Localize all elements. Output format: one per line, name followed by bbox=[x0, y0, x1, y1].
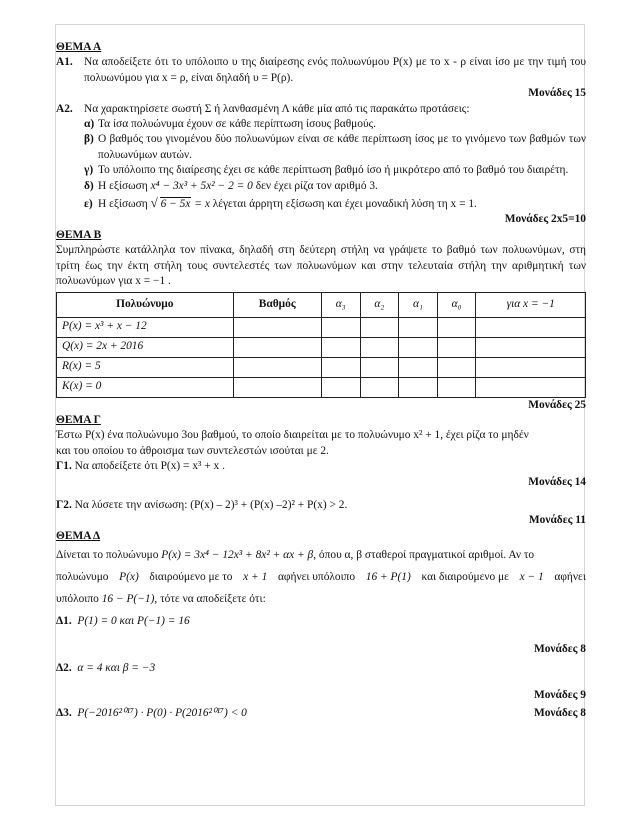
thema-b-marks: Μονάδες 25 bbox=[528, 398, 586, 411]
blank-cell[interactable] bbox=[360, 337, 399, 357]
question-a2 bbox=[56, 102, 586, 117]
square-root bbox=[151, 197, 192, 212]
blank-cell[interactable] bbox=[360, 377, 399, 397]
statement-c-text: Το υπόλοιπο της διαίρεσης έχει σε κάθε περίπτωση βαθμό ίσο ή μικρότερο από το βαθμό του διαιρέτη. bbox=[98, 164, 569, 177]
blank-cell[interactable] bbox=[399, 317, 438, 337]
question-g1-number: Γ1. bbox=[56, 460, 72, 473]
polynomial-p: P(x) = x³ + x − 12 bbox=[57, 317, 234, 337]
radical-sign-icon: √ bbox=[150, 195, 158, 211]
intro-text: αφήνει υπόλοιπο bbox=[277, 571, 356, 584]
intro-text: , όπου α, β σταθεροί πραγματικοί αριθμοί. Αν το bbox=[313, 549, 535, 562]
blank-cell[interactable] bbox=[360, 357, 399, 377]
blank-cell[interactable] bbox=[321, 357, 360, 377]
statement-e-prefix: Η εξίσωση bbox=[98, 198, 148, 211]
question-a1-marks: Μονάδες 15 bbox=[528, 87, 586, 100]
header-a2: α₂ bbox=[360, 292, 399, 317]
blank-cell[interactable] bbox=[437, 337, 476, 357]
table-row bbox=[57, 337, 586, 357]
header-a3: α₃ bbox=[321, 292, 360, 317]
question-a2-text: Να χαρακτηρίσετε σωστή Σ ή λανθασμένη Λ κάθε μία από τις παρακάτω προτάσεις: bbox=[84, 102, 470, 115]
question-a2-number: Α2. bbox=[56, 102, 73, 115]
remainder-2: 16 − P(−1) bbox=[101, 593, 155, 606]
intro-text: Δίνεται το πολυώνυμο bbox=[56, 549, 159, 562]
intro-text: πολυώνυμο bbox=[56, 571, 109, 584]
exam-document bbox=[56, 40, 586, 723]
question-a2-marks: Μονάδες 2x5=10 bbox=[504, 213, 586, 226]
question-g2-marks: Μονάδες 11 bbox=[528, 514, 586, 527]
statement-e-equation-rest: = x bbox=[194, 198, 210, 211]
header-a1: α₁ bbox=[399, 292, 438, 317]
blank-cell[interactable] bbox=[321, 317, 360, 337]
statement-e bbox=[56, 197, 586, 212]
blank-cell[interactable] bbox=[476, 317, 586, 337]
thema-b-text: Συμπληρώστε κατάλληλα τον πίνακα, δηλαδή στη δεύτερη στήλη να γράψετε το βαθμό των πολυωνύμων, στη τρίτη έως την έκτη στήλη τους συντελεστές των πολυωνύμων και στην τελευταία στήλη την αριθμητική των πολυωνύμων για x = −1 . bbox=[56, 244, 586, 288]
statement-d-label: δ) bbox=[84, 179, 94, 192]
question-d2-number: Δ2. bbox=[56, 661, 72, 674]
thema-g-intro-line-2: και του οποίου το άθροισμα των συντελεστών ισούται με 2. bbox=[56, 444, 329, 457]
thema-g-intro-line-1: Έστω P(x) ένα πολυώνυμο 3ου βαθμού, το οποίο διαιρείται με το πολυώνυμο x² + 1, έχει ρίζα το μηδέν bbox=[56, 429, 529, 442]
blank-cell[interactable] bbox=[399, 337, 438, 357]
statement-a-label: α) bbox=[84, 118, 95, 131]
statement-a bbox=[56, 117, 586, 132]
table-header-row bbox=[57, 292, 586, 317]
blank-cell[interactable] bbox=[233, 377, 321, 397]
polynomial-table bbox=[56, 292, 586, 398]
question-a1 bbox=[56, 55, 586, 86]
statement-c bbox=[56, 163, 586, 178]
table-row bbox=[57, 357, 586, 377]
intro-text: και διαιρούμενο με bbox=[421, 571, 509, 584]
thema-d-intro-line-1 bbox=[56, 544, 586, 566]
question-g1-marks: Μονάδες 14 bbox=[528, 475, 586, 488]
polynomial-definition: P(x) = 3x⁴ − 12x³ + 8x² + αx + β bbox=[161, 549, 314, 562]
blank-cell[interactable] bbox=[476, 377, 586, 397]
polynomial-q: Q(x) = 2x + 2016 bbox=[57, 337, 234, 357]
thema-d-intro-line-2 bbox=[56, 566, 586, 588]
question-d2-marks: Μονάδες 9 bbox=[533, 688, 586, 701]
blank-cell[interactable] bbox=[233, 317, 321, 337]
divisor-plus: x + 1 bbox=[243, 571, 268, 584]
blank-cell[interactable] bbox=[321, 377, 360, 397]
question-d1-number: Δ1. bbox=[56, 615, 72, 628]
blank-cell[interactable] bbox=[399, 357, 438, 377]
statement-c-label: γ) bbox=[84, 164, 94, 177]
statement-d-suffix: δεν έχει ρίζα τον αριθμό 3. bbox=[255, 179, 378, 192]
statement-b-text: Ο βαθμός του γινομένου δύο πολυωνύμων είναι σε κάθε περίπτωση ίσος με το γινόμενο των βαθμών των πολυωνύμων αυτών. bbox=[98, 133, 586, 161]
question-a1-number: Α1. bbox=[56, 56, 73, 69]
thema-d-intro-line-3 bbox=[56, 588, 586, 610]
question-d3-number: Δ3. bbox=[56, 706, 72, 719]
divisor-minus: x − 1 bbox=[519, 571, 544, 584]
header-a0: α₀ bbox=[437, 292, 476, 317]
question-d1-marks: Μονάδες 8 bbox=[533, 643, 586, 656]
question-d3-text: P(−2016²⁰¹⁷) · P(0) · P(2016²⁰¹⁷) < 0 bbox=[77, 706, 247, 719]
statement-a-text: Τα ίσα πολυώνυμα έχουν σε κάθε περίπτωση ίσους βαθμούς. bbox=[98, 118, 376, 131]
question-g2-text: Να λύσετε την ανίσωση: (P(x) – 2)³ + (P(x) –2)² + P(x) > 2. bbox=[74, 498, 348, 511]
statement-b bbox=[56, 132, 586, 163]
thema-b-heading: ΘΕΜΑ Β bbox=[56, 228, 102, 241]
blank-cell[interactable] bbox=[437, 357, 476, 377]
intro-text: υπόλοιπο bbox=[56, 593, 99, 606]
blank-cell[interactable] bbox=[360, 317, 399, 337]
polynomial-r: R(x) = 5 bbox=[57, 357, 234, 377]
statement-d-prefix: Η εξίσωση bbox=[98, 179, 148, 192]
header-value-at-minus-one: για x = −1 bbox=[476, 292, 586, 317]
header-degree: Βαθμός bbox=[233, 292, 321, 317]
blank-cell[interactable] bbox=[476, 337, 586, 357]
remainder-1: 16 + P(1) bbox=[365, 571, 411, 584]
question-d3-marks: Μονάδες 8 bbox=[533, 706, 586, 719]
thema-a-heading: ΘΕΜΑ Α bbox=[56, 41, 102, 53]
blank-cell[interactable] bbox=[437, 377, 476, 397]
thema-d-heading: ΘΕΜΑ Δ bbox=[56, 529, 101, 542]
intro-text: αφήνει bbox=[554, 571, 586, 584]
blank-cell[interactable] bbox=[233, 357, 321, 377]
question-d2-text: α = 4 και β = −3 bbox=[77, 661, 156, 674]
blank-cell[interactable] bbox=[321, 337, 360, 357]
statement-e-label: ε) bbox=[84, 198, 93, 211]
statement-b-label: β) bbox=[84, 133, 94, 146]
polynomial-k: K(x) = 0 bbox=[57, 377, 234, 397]
blank-cell[interactable] bbox=[476, 357, 586, 377]
table-row bbox=[57, 317, 586, 337]
intro-text: διαιρούμενο με το bbox=[149, 571, 233, 584]
question-g1-text: Να αποδείξετε ότι P(x) = x³ + x . bbox=[74, 460, 225, 473]
statement-e-suffix: λέγεται άρρητη εξίσωση και έχει μοναδική λύση τη x = 1. bbox=[212, 198, 477, 211]
blank-cell[interactable] bbox=[233, 337, 321, 357]
statement-e-radicand: 6 − 5x bbox=[160, 198, 191, 211]
blank-cell[interactable] bbox=[437, 317, 476, 337]
blank-cell[interactable] bbox=[399, 377, 438, 397]
question-d1-text: P(1) = 0 και P(−1) = 16 bbox=[77, 615, 190, 628]
question-a1-text: Να αποδείξετε ότι το υπόλοιπο υ της διαίρεσης ενός πολυωνύμου P(x) με το x - ρ είναι ίσο με την τιμή του πολυωνύμου για x = ρ, είναι δηλαδή υ = P(ρ). bbox=[84, 56, 586, 84]
polynomial-symbol: P(x) bbox=[119, 571, 139, 584]
table-row bbox=[57, 377, 586, 397]
intro-text: , τότε να αποδείξετε ότι: bbox=[154, 593, 266, 606]
question-g2-number: Γ2. bbox=[56, 498, 72, 511]
statement-d-equation: x⁴ − 3x³ + 5x² − 2 = 0 bbox=[150, 179, 253, 192]
thema-g-heading: ΘΕΜΑ Γ bbox=[56, 413, 101, 426]
header-polynomial: Πολυώνυμο bbox=[57, 292, 234, 317]
statement-d bbox=[56, 179, 586, 194]
